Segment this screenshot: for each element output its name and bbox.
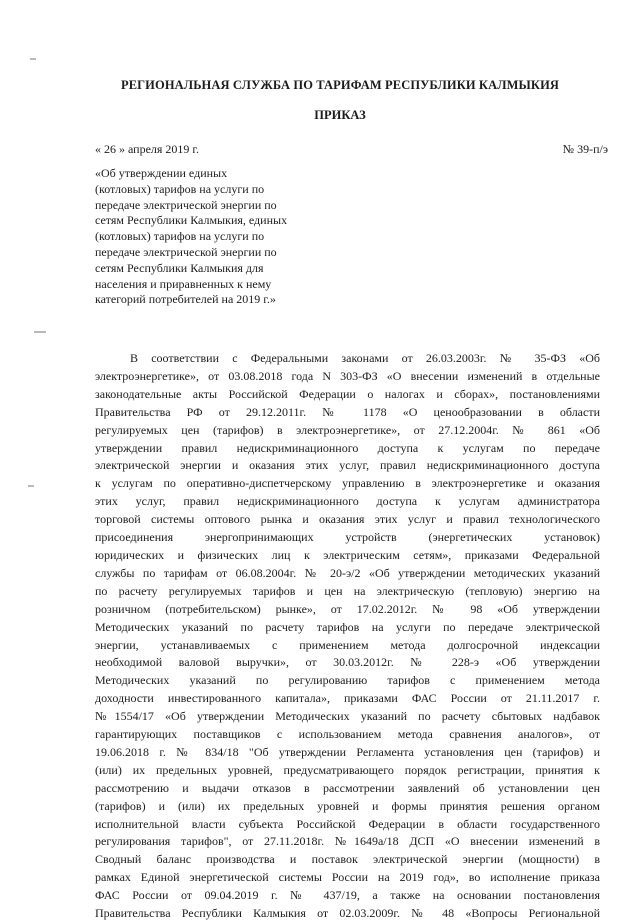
body-line: исполнительной власти субъекта Российской Федерации в области государственного <box>95 816 600 831</box>
subject-line: (котловых) тарифов на услуги по <box>95 181 265 196</box>
body-line: необходимой валовой выручки», от 30.03.2012г. № 228-э «Об утверждении <box>95 655 600 670</box>
body-line: №1554/17 «Об утверждении Методических указаний по расчету сбытовых надбавок <box>95 709 600 724</box>
subject-line: передаче электрической энергии по <box>95 244 277 259</box>
scan-artifact <box>34 331 46 333</box>
document-date: « 26 » апреля 2019 г. <box>95 142 199 156</box>
body-line: электроэнергетике», от 03.08.2018 года N 303-ФЗ «О внесении изменений в отдельные <box>95 368 600 383</box>
body-line: службы по тарифам от 06.08.2004г. № 20-э/2 «Об утверждении методических указаний <box>95 565 600 580</box>
body-line: розничном (потребительском) рынке», от 17.02.2012г. № 98 «Об утверждении <box>95 601 600 616</box>
subject-line: категорий потребителей на 2019 г.» <box>95 292 276 307</box>
body-line: доходности инвестированного капитала», приказами ФАС России от 21.11.2017 г. <box>95 691 600 706</box>
body-line: рамках Единой энергетической системы России на 2019 год», во исполнение приказа <box>95 870 600 885</box>
body-line: присоединения энергопринимающих устройств (энергетических установок) <box>95 530 600 545</box>
organization-title: РЕГИОНАЛЬНАЯ СЛУЖБА ПО ТАРИФАМ РЕСПУБЛИКИ КАЛМЫКИЯ <box>120 78 560 92</box>
subject-line: населения и приравненных к нему <box>95 276 272 291</box>
subject-line: сетям Республики Калмыкия для <box>95 260 264 275</box>
body-paragraph <box>95 350 600 923</box>
body-line: Методических указаний по расчету тарифов на услуги по передаче электрической <box>95 619 600 634</box>
body-line: электрической энергии и оказания этих услуг, правил недискриминационного доступа <box>95 458 600 473</box>
body-line: гарантирующих поставщиков с использованием метода сравнения аналогов», от <box>95 727 600 742</box>
body-line: торговой системы оптового рынка и оказания этих услуг и правил технологического <box>95 512 600 527</box>
body-line: 19.06.2018 г. № 834/18 "Об утверждении Регламента установления цен (тарифов) и <box>95 744 600 759</box>
body-line: регулирования тарифов", от 27.11.2018г. №1649а/18 ДСП «О внесении изменений в <box>95 834 600 849</box>
body-line: регулируемых цен (тарифов) в электроэнергетике», от 27.12.2004г. № 861 «Об <box>95 422 600 437</box>
body-line: рассмотрению и выдачи отказов в рассмотрении заявлений об установлении цен <box>95 780 600 795</box>
document-type-heading: ПРИКАЗ <box>314 108 366 122</box>
document-number: № 39-п/э <box>562 142 608 156</box>
body-line: Методических указаний по регулированию тарифов с применением метода <box>95 673 600 688</box>
subject-line: сетям Республики Калмыкия, единых <box>95 213 288 228</box>
document-subject <box>95 166 315 308</box>
subject-line: «Об утверждении единых <box>95 166 228 180</box>
body-line: (или) их предельных уровней, предусматривающего порядок регистрации, принятия к <box>95 762 600 777</box>
body-line: ФАС России от 09.04.2019 г. № 437/19, а также на основании постановления <box>95 888 600 903</box>
body-line: к услугам по оперативно-диспетчерскому управлению в электроэнергетике и оказания <box>95 476 600 491</box>
subject-line: передаче электрической энергии по <box>95 197 277 212</box>
body-line: этих услуг, правил недискриминационного доступа к услугам администратора <box>95 494 600 509</box>
body-line: законодательные акты Российской Федерации о налогах и сборах», постановлениями <box>95 386 600 401</box>
body-line: по расчету регулируемых тарифов и цен на электрическую (тепловую) энергию на <box>95 583 600 598</box>
subject-line: (котловых) тарифов на услуги по <box>95 229 265 244</box>
body-line: Правительства РФ от 29.12.2011г. № 1178 «О ценообразовании в области <box>95 404 600 419</box>
scan-artifact <box>28 485 34 487</box>
scan-artifact <box>30 58 36 60</box>
body-line: В соответствии с Федеральными законами от 26.03.2003г. № 35-ФЗ «Об <box>130 351 600 365</box>
body-line: Сводный баланс производства и поставок электрической энергии (мощности) в <box>95 852 600 867</box>
body-line: юридических и физических лиц к электрическим сетям», приказами Федеральной <box>95 547 600 562</box>
body-line: утверждении правил недискриминационного доступа к услугам по передаче <box>95 440 600 455</box>
body-line: Правительства Республики Калмыкия от 02.03.2009г. № 48 «Вопросы Региональной <box>95 906 600 921</box>
body-line: (тарифов) и (или) их предельных уровней и формы принятия решения органом <box>95 798 600 813</box>
body-line: энергии, устанавливаемых с применением метода долгосрочной индексации <box>95 637 600 652</box>
